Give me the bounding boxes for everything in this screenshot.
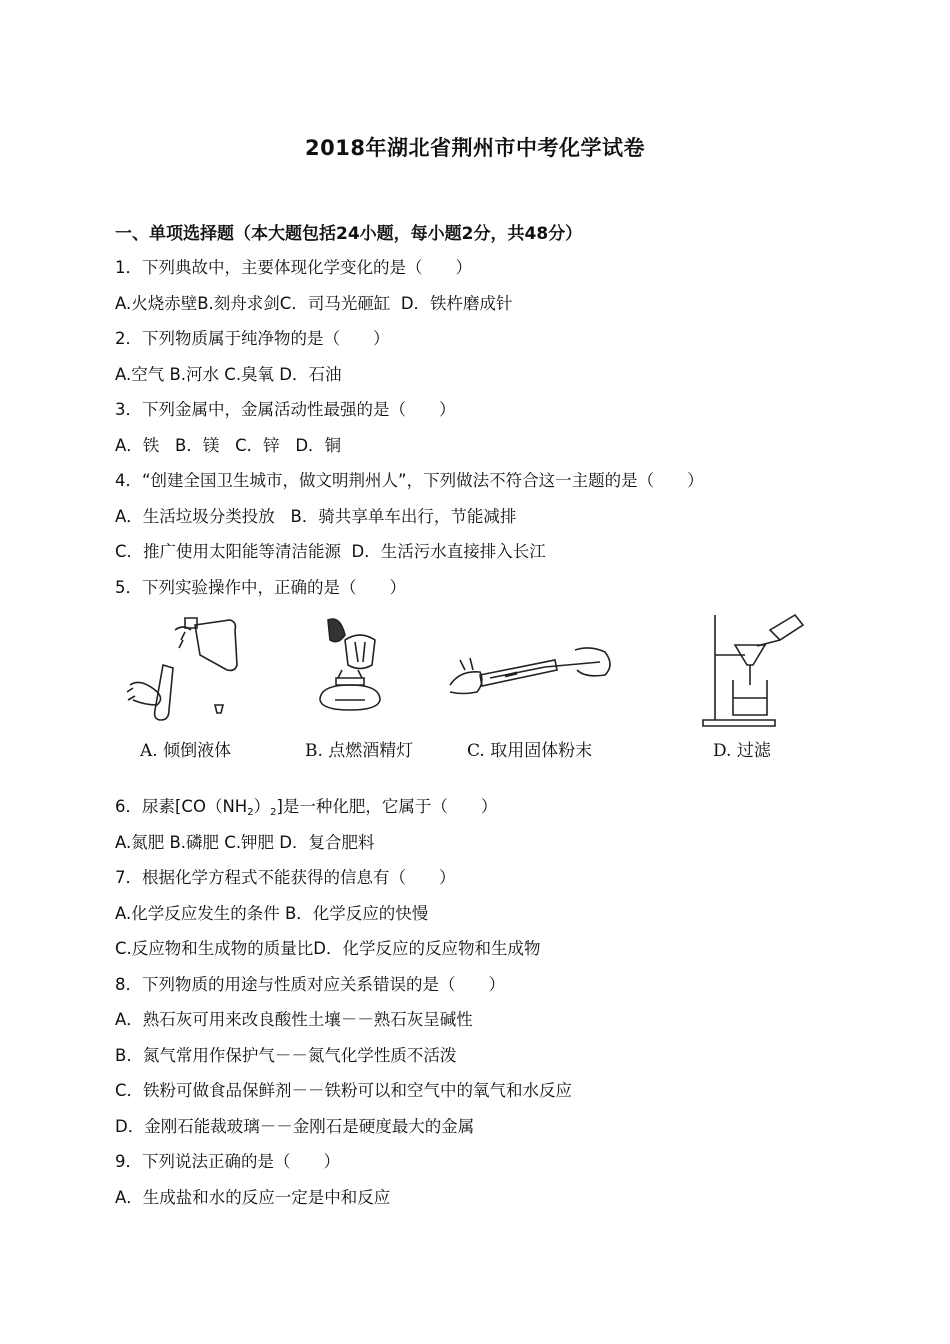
q7-options-ab: A.化学反应发生的条件 B．化学反应的快慢: [115, 904, 429, 923]
q2-stem: 2．下列物质属于纯净物的是（ ）: [115, 329, 390, 348]
q6-options: A.氮肥 B.磷肥 C.钾肥 D．复合肥料: [115, 833, 375, 852]
q8-option-d: D．金刚石能裁玻璃－－金刚石是硬度最大的金属: [115, 1117, 475, 1136]
q2-options: A.空气 B.河水 C.臭氧 D．石油: [115, 365, 342, 384]
figure-caption-c: C. 取用固体粉末: [467, 741, 593, 761]
figure-filtration: [695, 610, 815, 740]
q3-stem: 3．下列金属中，金属活动性最强的是（ ）: [115, 400, 456, 419]
q1-stem: 1．下列典故中，主要体现化学变化的是（ ）: [115, 258, 472, 277]
figure-solid-powder: [445, 610, 620, 730]
q6-stem: 6．尿素$[CO(NH_2)_2]$是一种化肥，它属于（ ）: [115, 797, 498, 818]
q5-stem: 5．下列实验操作中，正确的是（ ）: [115, 578, 406, 597]
q1-options: A.火烧赤壁B.刻舟求剑C．司马光砸缸 D．铁杵磨成针: [115, 294, 513, 313]
q9-stem: 9．下列说法正确的是（ ）: [115, 1152, 340, 1171]
figure-caption-b: B. 点燃酒精灯: [305, 741, 414, 761]
q4-options-ab: A．生活垃圾分类投放 B．骑共享单车出行，节能减排: [115, 507, 517, 526]
section-heading: 一、单项选择题（本大题包括24小题，每小题2分，共48分）: [115, 224, 583, 244]
q8-option-a: A．熟石灰可用来改良酸性土壤－－熟石灰呈碱性: [115, 1010, 473, 1029]
page-title: 2018年湖北省荆州市中考化学试卷: [305, 136, 645, 160]
figure-caption-d: D. 过滤: [713, 741, 771, 761]
figure-light-lamp: [300, 610, 400, 730]
q8-option-c: C．铁粉可做食品保鲜剂－－铁粉可以和空气中的氧气和水反应: [115, 1081, 573, 1100]
figure-pour-liquid: [125, 610, 245, 730]
q8-stem: 8．下列物质的用途与性质对应关系错误的是（ ）: [115, 975, 505, 994]
q4-stem: 4．“创建全国卫生城市，做文明荆州人”，下列做法不符合这一主题的是（ ）: [115, 471, 704, 490]
q7-stem: 7．根据化学方程式不能获得的信息有（ ）: [115, 868, 456, 887]
q7-options-cd: C.反应物和生成物的质量比D．化学反应的反应物和生成物: [115, 939, 541, 958]
q3-options: A．铁 B．镁 C．锌 D．铜: [115, 436, 342, 455]
q5-figures: [115, 610, 835, 770]
q8-option-b: B．氮气常用作保护气－－氮气化学性质不活泼: [115, 1046, 457, 1065]
figure-caption-a: A. 倾倒液体: [140, 741, 232, 761]
q4-options-cd: C．推广使用太阳能等清洁能源 D．生活污水直接排入长江: [115, 542, 546, 561]
q9-option-a: A．生成盐和水的反应一定是中和反应: [115, 1188, 391, 1207]
